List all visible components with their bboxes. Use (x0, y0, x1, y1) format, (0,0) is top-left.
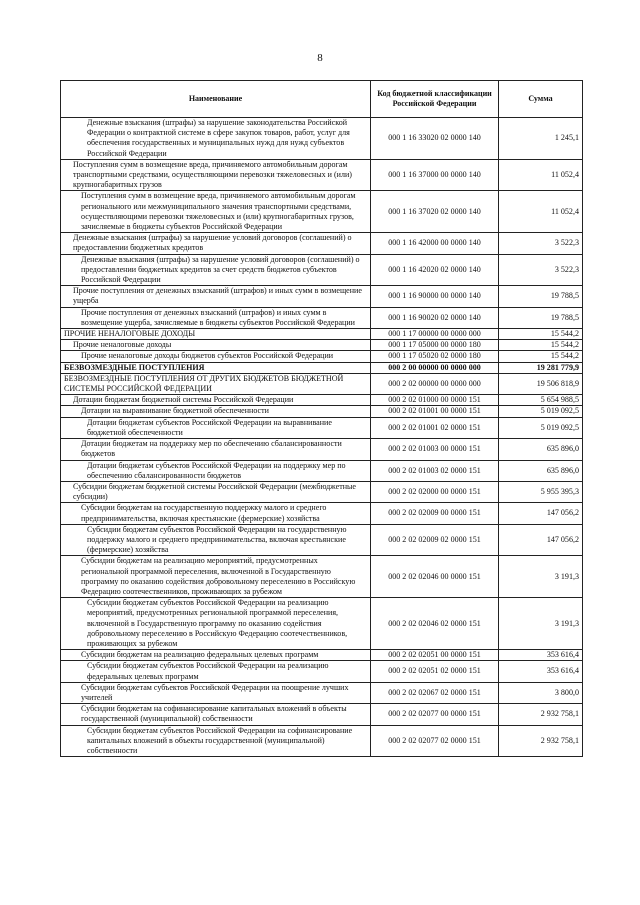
table-header-row (61, 81, 583, 118)
row-name-cell: Субсидии бюджетам на реализацию мероприятий, предусмотренных региональной программой переселения, включенной в Государственную программу по оказанию содействия добровольному переселению в Российскую Федерацию соотечественников, проживающих за рубежом (61, 556, 371, 598)
row-name-cell: Дотации бюджетам субъектов Российской Федерации на выравнивание бюджетной обеспеченности (61, 417, 371, 438)
row-name-cell: Субсидии бюджетам на реализацию федеральных целевых программ (61, 650, 371, 661)
row-sum-cell: 147 056,2 (499, 524, 583, 556)
row-sum-cell: 11 052,4 (499, 191, 583, 233)
row-name-cell: Субсидии бюджетам субъектов Российской Федерации на государственную поддержку малого и среднего предпринимательства, включая крестьянские (фермерские) хозяйства (61, 524, 371, 556)
row-code-cell: 000 2 02 02067 02 0000 151 (371, 682, 499, 703)
row-code-cell: 000 1 17 00000 00 0000 000 (371, 329, 499, 340)
row-code-cell: 000 1 17 05020 02 0000 180 (371, 351, 499, 362)
table-row (61, 254, 583, 286)
row-code-cell: 000 2 02 01003 02 0000 151 (371, 460, 499, 481)
page-number: 8 (317, 52, 323, 64)
row-name-cell: Субсидии бюджетам на государственную поддержку малого и среднего предпринимательства, включая крестьянские (фермерские) хозяйства (61, 503, 371, 524)
row-name-cell: Дотации бюджетам субъектов Российской Федерации на поддержку мер по обеспечению сбалансированности бюджетов (61, 460, 371, 481)
row-name-cell: Поступления сумм в возмещение вреда, причиняемого автомобильным дорогам регионального или межмуниципального значения транспортными средствами, осуществляющими перевозки тяжеловесных и (или) крупногабаритных грузов, зачисляемые в бюджеты субъектов Российской Федерации (61, 191, 371, 233)
row-code-cell: 000 2 02 02046 02 0000 151 (371, 598, 499, 650)
row-code-cell: 000 1 16 33020 02 0000 140 (371, 118, 499, 160)
row-code-cell: 000 1 16 90020 02 0000 140 (371, 307, 499, 328)
row-name-cell: Прочие неналоговые доходы (61, 340, 371, 351)
row-code-cell: 000 1 16 37000 00 0000 140 (371, 159, 499, 191)
table-body (61, 118, 583, 757)
table-row (61, 650, 583, 661)
row-name-cell: Дотации бюджетам на поддержку мер по обеспечению сбалансированности бюджетов (61, 439, 371, 460)
row-code-cell: 000 2 00 00000 00 0000 000 (371, 362, 499, 373)
row-name-cell: БЕЗВОЗМЕЗДНЫЕ ПОСТУПЛЕНИЯ (61, 362, 371, 373)
row-name-cell: Прочие неналоговые доходы бюджетов субъектов Российской Федерации (61, 351, 371, 362)
header-sum: Сумма (499, 81, 583, 118)
row-sum-cell: 3 191,3 (499, 556, 583, 598)
row-sum-cell: 353 616,4 (499, 661, 583, 682)
table-row (61, 460, 583, 481)
row-code-cell: 000 1 16 90000 00 0000 140 (371, 286, 499, 307)
row-sum-cell: 635 896,0 (499, 460, 583, 481)
table-row (61, 481, 583, 502)
row-sum-cell: 11 052,4 (499, 159, 583, 191)
row-sum-cell: 19 788,5 (499, 286, 583, 307)
row-sum-cell: 15 544,2 (499, 340, 583, 351)
row-name-cell: Денежные взыскания (штрафы) за нарушение законодательства Российской Федерации о контрактной системе в сфере закупок товаров, работ, услуг для обеспечения государственных и муниципальных нужд для нужд субъектов Российской Федерации (61, 118, 371, 160)
row-sum-cell: 5 955 395,3 (499, 481, 583, 502)
row-name-cell: Субсидии бюджетам субъектов Российской Федерации на реализацию федеральных целевых программ (61, 661, 371, 682)
row-name-cell: Дотации бюджетам бюджетной системы Российской Федерации (61, 395, 371, 406)
table-row (61, 406, 583, 417)
row-sum-cell: 635 896,0 (499, 439, 583, 460)
row-code-cell: 000 2 02 02051 00 0000 151 (371, 650, 499, 661)
row-code-cell: 000 2 02 02077 02 0000 151 (371, 725, 499, 757)
row-sum-cell: 19 281 779,9 (499, 362, 583, 373)
table-row (61, 417, 583, 438)
row-sum-cell: 3 191,3 (499, 598, 583, 650)
row-sum-cell: 1 245,1 (499, 118, 583, 160)
table-row (61, 307, 583, 328)
table-row (61, 556, 583, 598)
row-code-cell: 000 2 02 01001 00 0000 151 (371, 406, 499, 417)
budget-revenue-table (60, 80, 583, 757)
row-name-cell: Субсидии бюджетам субъектов Российской Федерации на софинансирование капитальных вложений в объекты государственной (муниципальной) собственности (61, 725, 371, 757)
table-row (61, 598, 583, 650)
row-sum-cell: 19 506 818,9 (499, 373, 583, 394)
row-name-cell: Субсидии бюджетам субъектов Российской Федерации на реализацию мероприятий, предусмотренных региональной программой переселения, включенной в Государственную программу по оказанию содействия добровольному переселению в Российскую Федерацию соотечественников, проживающих за рубежом (61, 598, 371, 650)
row-name-cell: Дотации на выравнивание бюджетной обеспеченности (61, 406, 371, 417)
table-row (61, 395, 583, 406)
table-row (61, 704, 583, 725)
row-sum-cell: 147 056,2 (499, 503, 583, 524)
row-code-cell: 000 2 02 01001 02 0000 151 (371, 417, 499, 438)
table-row (61, 233, 583, 254)
row-code-cell: 000 2 02 00000 00 0000 000 (371, 373, 499, 394)
row-code-cell: 000 2 02 02046 00 0000 151 (371, 556, 499, 598)
row-name-cell: Денежные взыскания (штрафы) за нарушение условий договоров (соглашений) о предоставлении бюджетных кредитов (61, 233, 371, 254)
table-row (61, 362, 583, 373)
row-name-cell: Прочие поступления от денежных взысканий (штрафов) и иных сумм в возмещение ущерба (61, 286, 371, 307)
row-name-cell: Прочие поступления от денежных взысканий (штрафов) и иных сумм в возмещение ущерба, зачисляемые в бюджеты субъектов Российской Федерации (61, 307, 371, 328)
row-sum-cell: 5 019 092,5 (499, 417, 583, 438)
table-row (61, 373, 583, 394)
table-row (61, 191, 583, 233)
row-sum-cell: 353 616,4 (499, 650, 583, 661)
row-sum-cell: 2 932 758,1 (499, 704, 583, 725)
row-code-cell: 000 2 02 02077 00 0000 151 (371, 704, 499, 725)
row-code-cell: 000 2 02 02009 02 0000 151 (371, 524, 499, 556)
row-sum-cell: 5 654 988,5 (499, 395, 583, 406)
row-sum-cell: 3 522,3 (499, 254, 583, 286)
row-name-cell: ПРОЧИЕ НЕНАЛОГОВЫЕ ДОХОДЫ (61, 329, 371, 340)
header-code: Код бюджетной классификации Российской Федерации (371, 81, 499, 118)
row-code-cell: 000 2 02 01000 00 0000 151 (371, 395, 499, 406)
row-code-cell: 000 2 02 01003 00 0000 151 (371, 439, 499, 460)
table-row (61, 725, 583, 757)
row-sum-cell: 3 522,3 (499, 233, 583, 254)
row-name-cell: БЕЗВОЗМЕЗДНЫЕ ПОСТУПЛЕНИЯ ОТ ДРУГИХ БЮДЖЕТОВ БЮДЖЕТНОЙ СИСТЕМЫ РОССИЙСКОЙ ФЕДЕРАЦИИ (61, 373, 371, 394)
table-row (61, 118, 583, 160)
row-code-cell: 000 1 16 42020 02 0000 140 (371, 254, 499, 286)
table-row (61, 503, 583, 524)
table-row (61, 286, 583, 307)
row-sum-cell: 19 788,5 (499, 307, 583, 328)
row-code-cell: 000 2 02 02009 00 0000 151 (371, 503, 499, 524)
table-row (61, 159, 583, 191)
row-name-cell: Субсидии бюджетам бюджетной системы Российской Федерации (межбюджетные субсидии) (61, 481, 371, 502)
row-code-cell: 000 2 02 02051 02 0000 151 (371, 661, 499, 682)
row-name-cell: Субсидии бюджетам субъектов Российской Федерации на поощрение лучших учителей (61, 682, 371, 703)
table-row (61, 661, 583, 682)
table-row (61, 524, 583, 556)
table-row (61, 340, 583, 351)
row-code-cell: 000 1 16 42000 00 0000 140 (371, 233, 499, 254)
row-code-cell: 000 2 02 02000 00 0000 151 (371, 481, 499, 502)
table-row (61, 329, 583, 340)
row-code-cell: 000 1 17 05000 00 0000 180 (371, 340, 499, 351)
table-row (61, 682, 583, 703)
row-sum-cell: 15 544,2 (499, 351, 583, 362)
row-sum-cell: 15 544,2 (499, 329, 583, 340)
row-code-cell: 000 1 16 37020 02 0000 140 (371, 191, 499, 233)
row-name-cell: Денежные взыскания (штрафы) за нарушение условий договоров (соглашений) о предоставлении бюджетных кредитов за счет средств бюджетов субъектов Российской Федерации (61, 254, 371, 286)
row-sum-cell: 5 019 092,5 (499, 406, 583, 417)
row-name-cell: Субсидии бюджетам на софинансирование капитальных вложений в объекты государственной (муниципальной) собственности (61, 704, 371, 725)
row-name-cell: Поступления сумм в возмещение вреда, причиняемого автомобильным дорогам транспортными средствами, осуществляющими перевозки тяжеловесных и (или) крупногабаритных грузов (61, 159, 371, 191)
table-row (61, 439, 583, 460)
header-name: Наименование (61, 81, 371, 118)
row-sum-cell: 2 932 758,1 (499, 725, 583, 757)
row-sum-cell: 3 800,0 (499, 682, 583, 703)
table-row (61, 351, 583, 362)
